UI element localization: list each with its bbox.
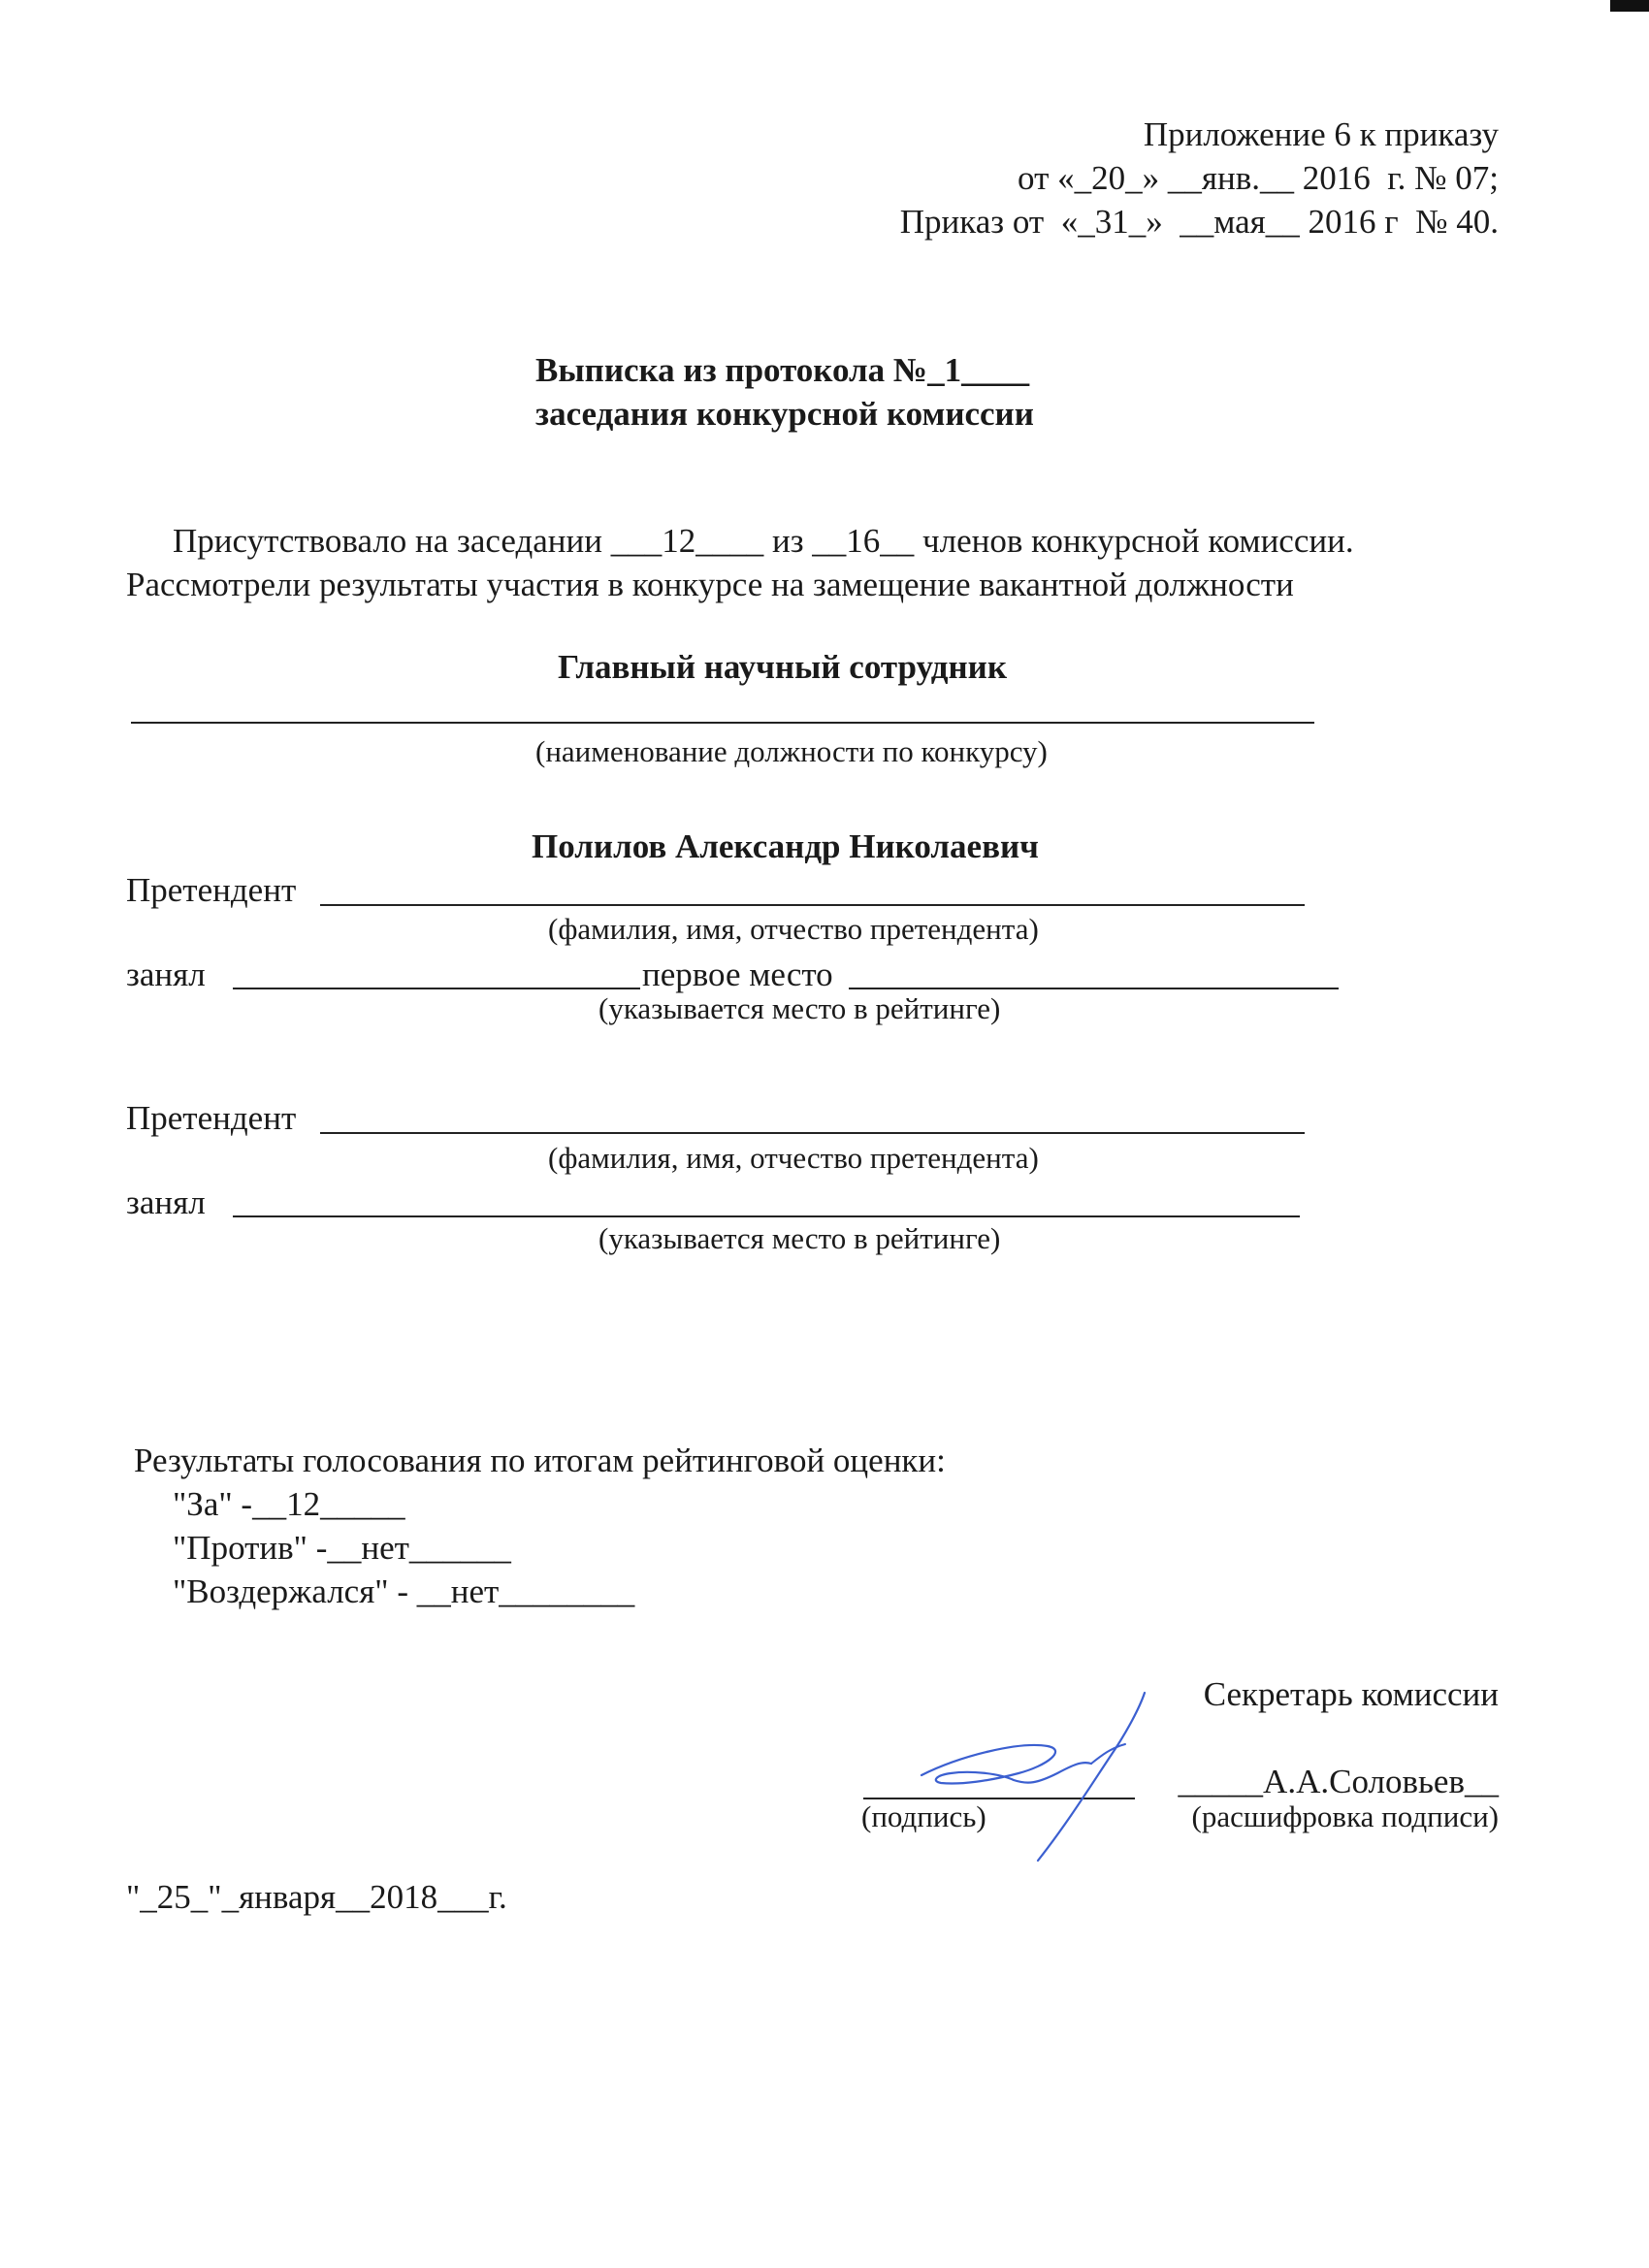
candidate1-name: Полилов Александр Николаевич (532, 827, 1039, 865)
candidate1-name-caption: (фамилия, имя, отчество претендента) (548, 912, 1039, 946)
vote-abstain-label: "Воздержался" - (173, 1572, 408, 1610)
candidate2-name-caption: (фамилия, имя, отчество претендента) (548, 1141, 1039, 1175)
vote-against-value: __нет______ (327, 1529, 511, 1567)
vote-abstain (173, 1571, 634, 1613)
document-date: "_25_"_января__2018___г. (126, 1878, 507, 1916)
position-title: Главный научный сотрудник (558, 648, 1007, 686)
candidate1-label: Претендент (126, 871, 297, 909)
header-appendix-line: Приложение 6 к приказу (1143, 115, 1499, 153)
header-order-line: Приказ от «_31_» __мая__ 2016 г № 40. (899, 203, 1499, 241)
vote-abstain-value: __нет________ (407, 1572, 635, 1610)
candidate2-place-caption: (указывается место в рейтинге) (598, 1221, 1001, 1255)
position-caption: (наименование должности по конкурсу) (535, 734, 1048, 768)
vote-for-value: __12_____ (252, 1485, 405, 1523)
candidate2-place-label: занял (126, 1183, 206, 1221)
vote-against (173, 1527, 511, 1570)
candidate1-place-underline-right (849, 988, 1339, 989)
vote-against-label: "Против" - (173, 1529, 328, 1567)
signature-decode-caption: (расшифровка подписи) (1191, 1799, 1499, 1833)
attendance-line: Присутствовало на заседании ___12____ из __16__ членов конкурсной комиссии. (173, 522, 1354, 560)
handwritten-signature (902, 1688, 1212, 1863)
secretary-role: Секретарь комиссии (1203, 1675, 1499, 1713)
candidate1-place-caption: (указывается место в рейтинге) (598, 991, 1001, 1025)
candidate2-name-underline (320, 1132, 1305, 1134)
position-underline (131, 722, 1314, 724)
document-title: Выписка из протокола №_1____ (535, 351, 1030, 389)
candidate2-place-underline (233, 1215, 1300, 1217)
signature-caption: (подпись) (861, 1799, 986, 1833)
voting-heading: Результаты голосования по итогам рейтинговой оценки: (134, 1442, 946, 1479)
header-order-date-line: от «_20_» __янв.__ 2016 г. № 07; (1018, 159, 1499, 197)
reviewed-line: Рассмотрели результаты участия в конкурсе на замещение вакантной должности (126, 566, 1294, 603)
scan-corner-mark (1610, 0, 1649, 12)
vote-for (173, 1483, 405, 1526)
candidate1-place-label: занял (126, 956, 206, 993)
candidate1-name-underline (320, 904, 1305, 906)
candidate2-label: Претендент (126, 1099, 297, 1137)
candidate1-place-value: первое место (642, 956, 833, 993)
secretary-name: _____А.А.Соловьев__ (1178, 1763, 1499, 1800)
candidate1-place-underline-left (233, 988, 640, 989)
vote-for-label: "За" - (173, 1485, 253, 1523)
document-subtitle: заседания конкурсной комиссии (535, 395, 1034, 433)
